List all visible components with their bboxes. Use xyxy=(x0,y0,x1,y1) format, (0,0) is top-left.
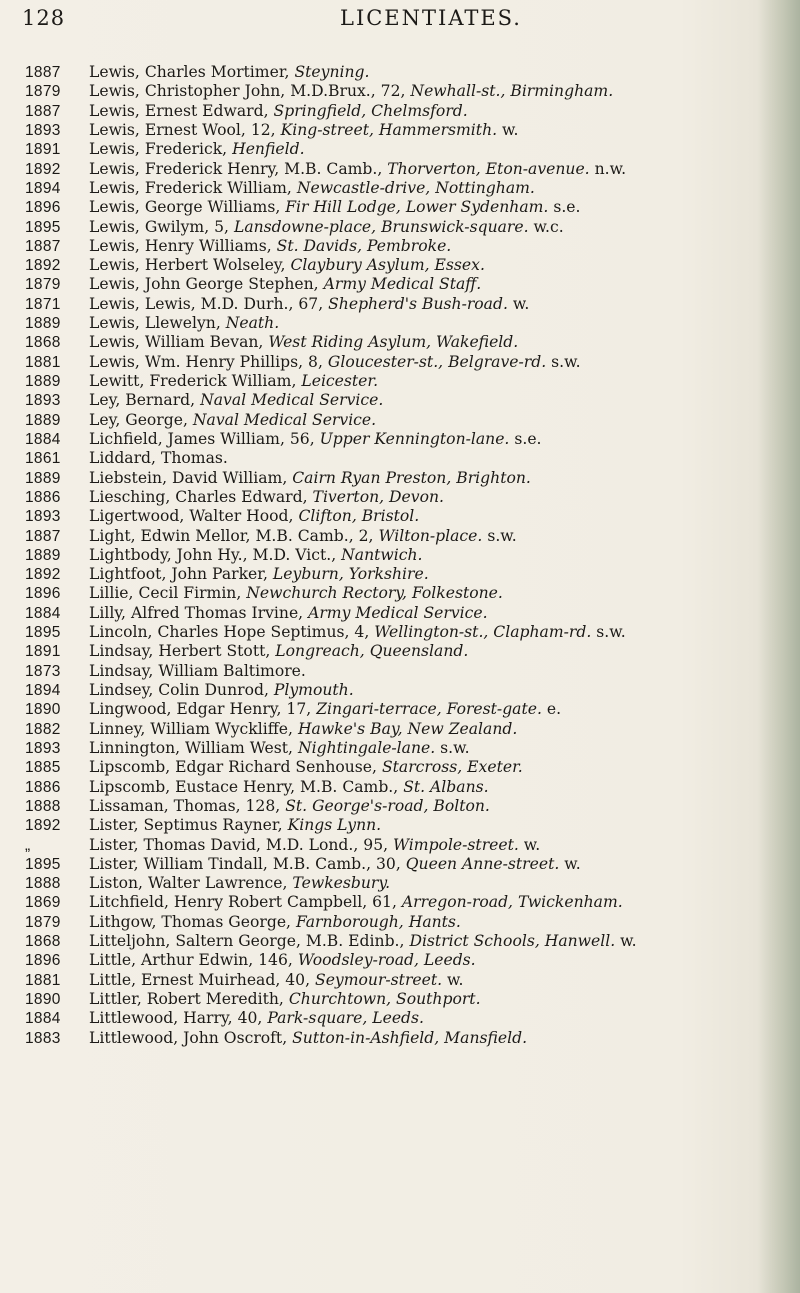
list-item xyxy=(0,102,800,121)
entry-name: Lissaman, Thomas, 128, xyxy=(89,796,286,815)
entry-year: 1895 xyxy=(25,855,61,873)
list-item xyxy=(0,584,800,603)
entry-text xyxy=(89,893,623,912)
list-item xyxy=(0,256,800,275)
entry-district: w. xyxy=(442,970,464,989)
entry-text xyxy=(89,546,422,565)
list-item xyxy=(0,778,800,797)
entry-year: 1885 xyxy=(25,759,61,777)
entry-year: 1896 xyxy=(25,585,61,603)
entry-address: Claybury Asylum, Essex. xyxy=(290,256,485,275)
entry-name: Lillie, Cecil Firmin, xyxy=(89,584,247,603)
list-item xyxy=(0,237,800,256)
list-item xyxy=(0,275,800,294)
running-head: LICENTIATES. xyxy=(340,6,522,30)
list-item xyxy=(0,720,800,739)
entry-text xyxy=(89,913,461,932)
entry-year: 1892 xyxy=(25,160,61,178)
list-item xyxy=(0,681,800,700)
list-item xyxy=(0,797,800,816)
entry-address: Woodsley-road, Leeds. xyxy=(297,951,476,970)
entry-text xyxy=(89,642,468,661)
entry-text xyxy=(89,778,489,797)
entry-name: Lingwood, Edgar Henry, 17, xyxy=(89,700,317,719)
entry-district: w. xyxy=(559,854,581,873)
entry-text xyxy=(89,874,390,893)
entry-address: Naval Medical Service. xyxy=(192,410,377,429)
entry-year: 1893 xyxy=(25,739,61,757)
entry-address: Springfield, Chelmsford. xyxy=(273,101,468,120)
entry-name: Lincoln, Charles Hope Septimus, 4, xyxy=(89,623,375,642)
list-item xyxy=(0,333,800,352)
entry-name: Ley, Bernard, xyxy=(89,391,201,410)
list-item xyxy=(0,758,800,777)
entry-year: 1886 xyxy=(25,488,61,506)
list-item xyxy=(0,488,800,507)
entry-address: Churchtown, Southport. xyxy=(288,990,481,1008)
entry-year: 1887 xyxy=(25,237,61,255)
list-item xyxy=(0,971,800,990)
entry-year: 1892 xyxy=(25,566,61,584)
entry-name: Lightbody, John Hy., M.D. Vict., xyxy=(89,545,342,564)
entry-name: Lilly, Alfred Thomas Irvine, xyxy=(89,603,309,622)
list-item xyxy=(0,430,800,449)
entry-name: Little, Ernest Muirhead, 40, xyxy=(89,970,316,989)
entry-text xyxy=(89,1009,424,1028)
entry-district: w. xyxy=(518,835,541,854)
list-item xyxy=(0,642,800,661)
list-item xyxy=(0,662,800,681)
list-item xyxy=(0,913,800,932)
entry-address: Starcross, Exeter. xyxy=(381,758,523,777)
entry-district: s.w. xyxy=(482,526,517,545)
entry-year: „ xyxy=(25,836,31,854)
list-item xyxy=(0,836,800,855)
entry-year: 1894 xyxy=(25,682,61,699)
page-number: 128 xyxy=(22,6,66,30)
entry-year: 1879 xyxy=(25,83,61,101)
entry-year: 1881 xyxy=(25,353,61,371)
list-item xyxy=(0,565,800,584)
entry-address: Wilton-place. xyxy=(378,526,483,545)
entry-name: Lightfoot, John Parker, xyxy=(89,565,273,584)
entry-year: 1888 xyxy=(25,797,61,815)
entry-address: Zingari-terrace, Forest-gate. xyxy=(316,700,542,719)
entry-name: Lindsay, Herbert Stott, xyxy=(89,642,276,661)
entry-name: Liebstein, David William, xyxy=(89,468,293,487)
entry-name: Littler, Robert Meredith, xyxy=(89,990,289,1008)
entry-year: 1889 xyxy=(25,546,61,564)
entry-year: 1887 xyxy=(25,64,61,81)
entry-name: Linney, William Wyckliffe, xyxy=(89,719,298,738)
list-item xyxy=(0,739,800,758)
entry-year: 1891 xyxy=(25,141,61,159)
entry-text xyxy=(89,63,369,82)
entry-year: 1893 xyxy=(25,392,61,410)
entry-address: Cairn Ryan Preston, Brighton. xyxy=(292,468,531,487)
entry-text xyxy=(89,391,383,410)
entry-text xyxy=(89,758,523,777)
entry-year: 1892 xyxy=(25,257,61,275)
entry-text xyxy=(89,720,517,739)
entry-address: Kings Lynn. xyxy=(287,816,382,835)
entry-name: Lister, Septimus Rayner, xyxy=(89,816,288,835)
entry-name: Litteljohn, Saltern George, M.B. Edinb., xyxy=(89,932,410,951)
entry-text xyxy=(89,198,581,217)
entry-text xyxy=(89,314,279,333)
entry-year: 1893 xyxy=(25,121,61,139)
entry-text xyxy=(89,140,305,159)
entry-name: Lewis, Frederick Henry, M.B. Camb., xyxy=(89,159,388,178)
entry-address: Arregon-road, Twickenham. xyxy=(401,893,623,912)
entry-text xyxy=(89,430,542,449)
entry-address: Wimpole-street. xyxy=(393,835,519,854)
entry-name: Lewis, Gwilym, 5, xyxy=(89,217,234,236)
entry-address: Newcastle-drive, Nottingham. xyxy=(296,178,535,197)
list-item xyxy=(0,990,800,1009)
entry-text xyxy=(89,797,490,816)
entry-name: Lewitt, Frederick William, xyxy=(89,372,302,390)
entry-name: Liesching, Charles Edward, xyxy=(89,487,313,506)
entry-address: Leicester. xyxy=(301,372,379,390)
entry-text xyxy=(89,816,381,835)
entry-text xyxy=(89,836,540,855)
entry-name: Little, Arthur Edwin, 146, xyxy=(89,951,298,970)
licentiates-list xyxy=(0,63,800,1048)
entry-name: Lewis, Llewelyn, xyxy=(89,314,226,333)
entry-year: 1861 xyxy=(25,450,61,468)
entry-name: Lindsay, William Baltimore. xyxy=(89,661,306,680)
entry-name: Lichfield, James William, 56, xyxy=(89,429,320,448)
entry-year: 1891 xyxy=(25,643,61,661)
entry-name: Liddard, Thomas. xyxy=(89,449,228,468)
entry-text xyxy=(89,469,531,488)
entry-text xyxy=(89,237,451,256)
list-item xyxy=(0,623,800,642)
entry-year: 1868 xyxy=(25,334,61,352)
list-item xyxy=(0,816,800,835)
entry-text xyxy=(89,333,518,352)
entry-district: e. xyxy=(541,700,562,719)
entry-address: Lansdowne-place, Brunswick-square. xyxy=(233,217,529,236)
entry-name: Lewis, Wm. Henry Phillips, 8, xyxy=(89,352,328,371)
entry-address: Wellington-st., Clapham-rd. xyxy=(374,623,592,642)
entry-district: w. xyxy=(507,294,530,313)
entry-text xyxy=(89,411,376,430)
entry-year: 1868 xyxy=(25,933,61,951)
entry-address: West Riding Asylum, Wakefield. xyxy=(268,333,519,352)
entry-district: w.c. xyxy=(528,217,564,236)
entry-address: King-street, Hammersmith. xyxy=(280,120,498,139)
entry-address: Seymour-street. xyxy=(315,970,443,989)
list-item xyxy=(0,469,800,488)
entry-address: Plymouth. xyxy=(273,681,354,699)
entry-text xyxy=(89,584,503,603)
entry-name: Litchfield, Henry Robert Campbell, 61, xyxy=(89,893,402,912)
entry-name: Lipscomb, Edgar Richard Senhouse, xyxy=(89,758,382,777)
list-item xyxy=(0,951,800,970)
entry-year: 1888 xyxy=(25,875,61,893)
entry-address: St. Albans. xyxy=(403,777,489,796)
entry-text xyxy=(89,82,613,101)
entry-address: Tewkesbury. xyxy=(292,874,391,893)
entry-address: Nantwich. xyxy=(341,545,423,564)
list-item xyxy=(0,140,800,159)
entry-name: Lewis, Christopher John, M.D.Brux., 72, xyxy=(89,82,411,101)
entry-name: Lindsey, Colin Dunrod, xyxy=(89,681,274,699)
entry-text xyxy=(89,565,429,584)
entry-address: Clifton, Bristol. xyxy=(298,507,420,526)
entry-name: Lewis, Ernest Edward, xyxy=(89,101,274,120)
entry-text xyxy=(89,855,581,874)
entry-text xyxy=(89,102,468,121)
entry-year: 1896 xyxy=(25,952,61,970)
entry-district: n.w. xyxy=(589,159,627,178)
list-item xyxy=(0,353,800,372)
entry-text xyxy=(89,488,444,507)
entry-address: Farnborough, Hants. xyxy=(295,912,461,931)
entry-name: Lewis, Charles Mortimer, xyxy=(89,63,295,81)
page-header xyxy=(0,4,800,36)
entry-address: Sutton-in-Ashfield, Mansfield. xyxy=(292,1028,528,1047)
entry-year: 1892 xyxy=(25,817,61,835)
list-item xyxy=(0,179,800,198)
entry-name: Littlewood, John Oscroft, xyxy=(89,1028,293,1047)
entry-year: 1883 xyxy=(25,1029,61,1047)
list-item xyxy=(0,198,800,217)
entry-name: Littlewood, Harry, 40, xyxy=(89,1009,268,1028)
entry-address: Steyning. xyxy=(294,63,370,81)
entry-address: Tiverton, Devon. xyxy=(312,487,444,506)
entry-address: Thorverton, Eton-avenue. xyxy=(387,159,590,178)
entry-year: 1895 xyxy=(25,624,61,642)
list-item xyxy=(0,527,800,546)
list-item xyxy=(0,314,800,333)
entry-name: Lewis, Herbert Wolseley, xyxy=(89,256,291,275)
entry-text xyxy=(89,1029,527,1048)
entry-year: 1879 xyxy=(25,276,61,294)
list-item xyxy=(0,1029,800,1048)
entry-text xyxy=(89,662,306,681)
entry-name: Light, Edwin Mellor, M.B. Camb., 2, xyxy=(89,526,379,545)
list-item xyxy=(0,932,800,951)
entry-address: Army Medical Service. xyxy=(308,603,488,622)
list-item xyxy=(0,295,800,314)
entry-text xyxy=(89,932,637,951)
entry-text xyxy=(89,121,519,140)
entry-address: Upper Kennington-lane. xyxy=(319,429,510,448)
list-item xyxy=(0,82,800,101)
entry-text xyxy=(89,179,535,198)
entry-year: 1882 xyxy=(25,720,61,738)
entry-year: 1881 xyxy=(25,971,61,989)
entry-year: 1884 xyxy=(25,604,61,622)
entry-year: 1894 xyxy=(25,179,61,197)
entry-text xyxy=(89,990,481,1009)
entry-year: 1884 xyxy=(25,430,61,448)
entry-name: Lewis, George Williams, xyxy=(89,198,286,217)
entry-text xyxy=(89,256,485,275)
entry-name: Lister, Thomas David, M.D. Lond., 95, xyxy=(89,835,394,854)
entry-text xyxy=(89,951,476,970)
entry-year: 1886 xyxy=(25,778,61,796)
entry-district: s.w. xyxy=(546,352,581,371)
list-item xyxy=(0,700,800,719)
entry-address: Queen Anne-street. xyxy=(405,854,560,873)
list-item xyxy=(0,121,800,140)
entry-text xyxy=(89,604,488,623)
entry-address: Neath. xyxy=(225,314,280,333)
entry-year: 1896 xyxy=(25,199,61,217)
entry-year: 1890 xyxy=(25,991,61,1008)
list-item xyxy=(0,160,800,179)
entry-year: 1887 xyxy=(25,527,61,545)
entry-address: Army Medical Staff. xyxy=(323,275,482,294)
entry-text xyxy=(89,507,419,526)
entry-text xyxy=(89,739,470,758)
entry-address: Newchurch Rectory, Folkestone. xyxy=(246,584,503,603)
entry-address: Hawke's Bay, New Zealand. xyxy=(297,719,518,738)
entry-address: Fir Hill Lodge, Lower Sydenham. xyxy=(285,198,549,217)
entry-address: Park-square, Leeds. xyxy=(267,1009,424,1028)
entry-year: 1887 xyxy=(25,102,61,120)
entry-text xyxy=(89,527,517,546)
entry-year: 1889 xyxy=(25,315,61,333)
entry-text xyxy=(89,449,228,468)
list-item xyxy=(0,372,800,391)
entry-name: Lewis, Lewis, M.D. Durh., 67, xyxy=(89,294,329,313)
list-item xyxy=(0,449,800,468)
entry-address: Nightingale-lane. xyxy=(297,738,436,757)
entry-year: 1889 xyxy=(25,411,61,429)
entry-text xyxy=(89,218,564,237)
entry-district: s.e. xyxy=(509,429,542,448)
entry-text xyxy=(89,971,464,990)
list-item xyxy=(0,507,800,526)
list-item xyxy=(0,411,800,430)
list-item xyxy=(0,218,800,237)
entry-address: District Schools, Hanwell. xyxy=(409,932,616,951)
list-item xyxy=(0,893,800,912)
entry-address: St. Davids, Pembroke. xyxy=(276,236,452,255)
entry-text xyxy=(89,295,529,314)
entry-address: Shepherd's Bush-road. xyxy=(328,294,508,313)
list-item xyxy=(0,604,800,623)
entry-address: Leyburn, Yorkshire. xyxy=(272,565,429,584)
entry-year: 1869 xyxy=(25,894,61,912)
list-item xyxy=(0,546,800,565)
entry-year: 1871 xyxy=(25,295,61,313)
entry-name: Ligertwood, Walter Hood, xyxy=(89,507,299,526)
entry-address: Naval Medical Service. xyxy=(200,391,384,410)
entry-text xyxy=(89,681,354,700)
entry-text xyxy=(89,700,561,719)
entry-address: Gloucester-st., Belgrave-rd. xyxy=(327,352,547,371)
entry-name: Lewis, Frederick William, xyxy=(89,178,297,197)
entry-address: Henfield. xyxy=(232,140,305,159)
entry-year: 1889 xyxy=(25,469,61,487)
entry-text xyxy=(89,623,626,642)
entry-district: s.e. xyxy=(548,198,581,217)
entry-name: Linnington, William West, xyxy=(89,738,298,757)
entry-name: Lewis, Frederick, xyxy=(89,140,233,159)
entry-year: 1890 xyxy=(25,701,61,719)
list-item xyxy=(0,63,800,82)
entry-text xyxy=(89,275,481,294)
entry-text xyxy=(89,160,626,179)
entry-name: Lewis, Ernest Wool, 12, xyxy=(89,120,281,139)
list-item xyxy=(0,855,800,874)
entry-district: s.w. xyxy=(435,738,470,757)
entry-year: 1884 xyxy=(25,1010,61,1028)
entry-year: 1893 xyxy=(25,508,61,526)
entry-address: Newhall-st., Birmingham. xyxy=(410,82,614,101)
entry-address: Longreach, Queensland. xyxy=(275,642,469,661)
entry-name: Lewis, Henry Williams, xyxy=(89,236,277,255)
entry-name: Lithgow, Thomas George, xyxy=(89,912,296,931)
entry-district: w. xyxy=(497,120,519,139)
entry-year: 1889 xyxy=(25,373,61,390)
entry-year: 1895 xyxy=(25,218,61,236)
entry-text xyxy=(89,353,581,372)
entry-year: 1879 xyxy=(25,913,61,931)
entry-name: Lipscomb, Eustace Henry, M.B. Camb., xyxy=(89,777,404,796)
entry-year: 1873 xyxy=(25,662,61,680)
entry-address: St. George's-road, Bolton. xyxy=(285,796,490,815)
entry-name: Lewis, John George Stephen, xyxy=(89,275,324,294)
entry-name: Lister, William Tindall, M.B. Camb., 30, xyxy=(89,854,406,873)
entry-text xyxy=(89,372,378,391)
entry-district: w. xyxy=(615,932,637,951)
list-item xyxy=(0,1009,800,1028)
entry-name: Ley, George, xyxy=(89,410,193,429)
entry-name: Liston, Walter Lawrence, xyxy=(89,874,293,893)
list-item xyxy=(0,874,800,893)
entry-name: Lewis, William Bevan, xyxy=(89,333,269,352)
entry-district: s.w. xyxy=(591,623,626,642)
list-item xyxy=(0,391,800,410)
